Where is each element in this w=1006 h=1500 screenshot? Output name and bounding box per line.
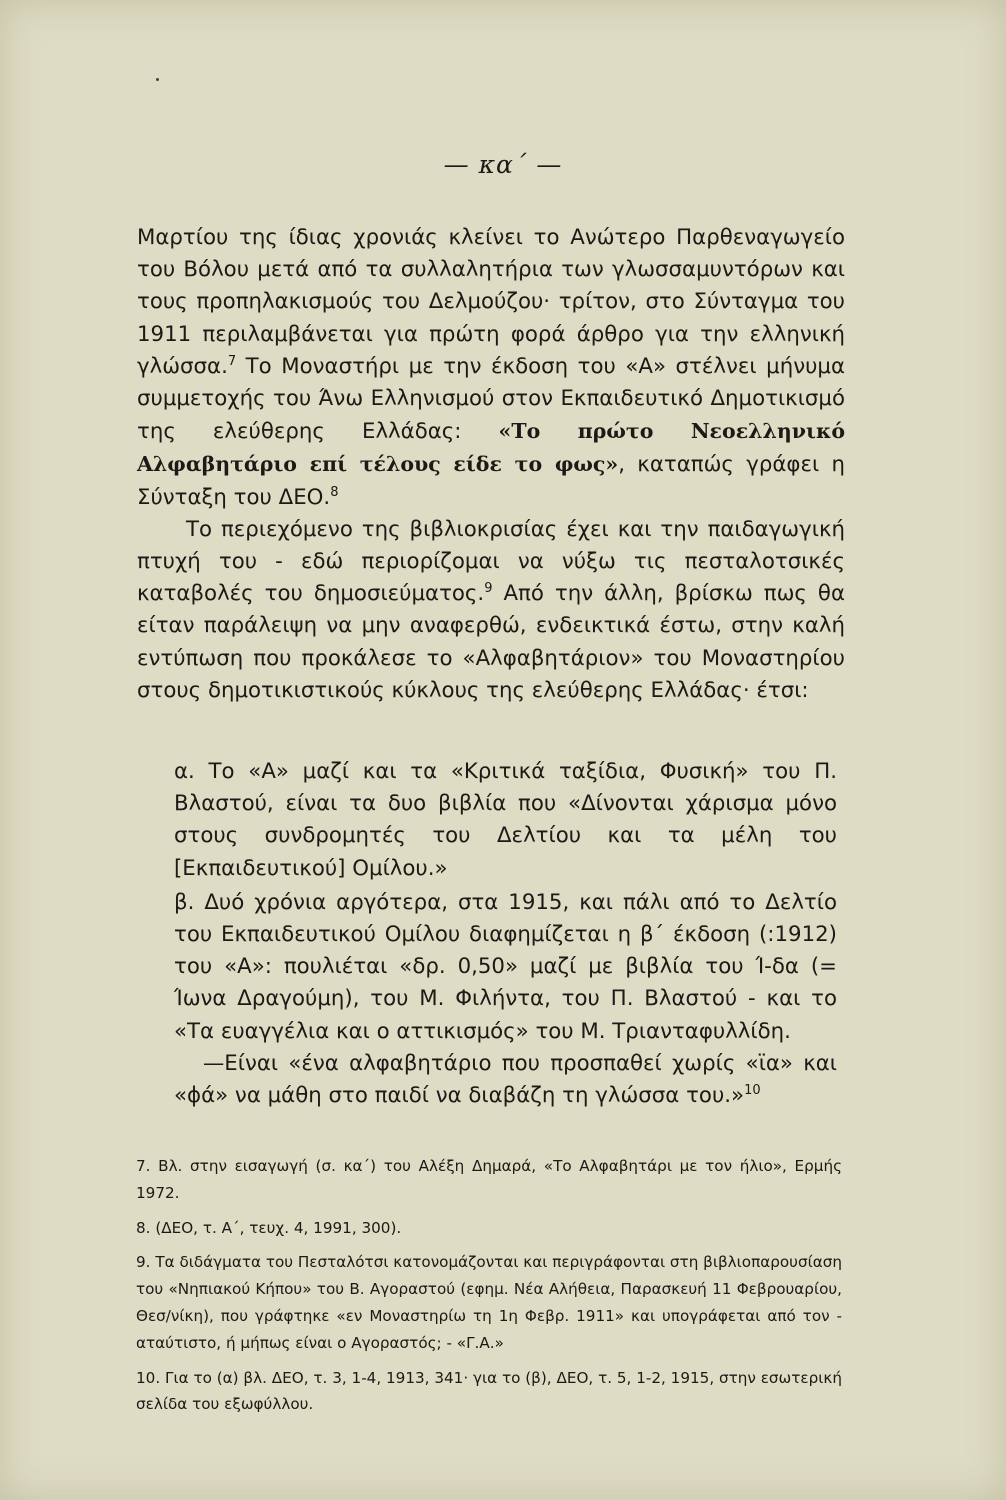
quote-paragraph	[174, 1048, 837, 1112]
footnotes	[136, 1153, 842, 1426]
footnote-ref-8: 8	[330, 484, 339, 500]
footnote-8: 8. (ΔΕΟ, τ. Α΄, τευχ. 4, 1991, 300).	[136, 1218, 402, 1237]
quote-text: —Είναι «ένα αλφαβητάριο που προσπαθεί χωρίς «ϊα» και «ϕά» να μάθη στο παιδί να διαβάζη τη γλώσσα του.»	[174, 1050, 837, 1109]
paragraph-2-text-b: Από την άλλη, βρίσκω πως θα είταν παράλειψη να μην αναφερθώ, ενδεικτικά έστω, στην καλή εντύπωση που προκάλεσε το «Αλφαβητάριον» του Μοναστηρίου στους δημοτικιστικούς κύκλους της ελεύθερης Ελλάδας· έτσι:	[137, 581, 845, 703]
indented-list	[174, 756, 837, 1112]
footnote-10: 10. Για το (α) βλ. ΔΕΟ, τ. 3, 1-4, 1913, 341· για το (β), ΔΕΟ, τ. 5, 1-2, 1915, στην εσωτερική σελίδα του εξωφύλλου.	[136, 1368, 842, 1414]
footnote-ref-10: 10	[744, 1083, 761, 1099]
footnote-9: 9. Τα διδάγματα του Πεσταλότσι κατονομάζονται και περιγράφονται στη βιβλιοπαρουσίαση του «Νηπιακού Κήπου» του Β. Αγοραστού (εφημ. Νέα Αλήθεια, Παρασκευή 11 Φεβρουαρίου, Θεσ/νίκη), που γράφτηκε «εν Μοναστηρίω τη 1η Φεβρ. 1911» και υπογράφεται από τον - αταύτιστο, ή μήπως είναι ο Αγοραστός; - «Γ.Α.»	[136, 1253, 842, 1352]
footnote-7: 7. Βλ. στην εισαγωγή (σ. κα΄) του Αλέξη Δημαρά, «Το Αλφαβητάρι με τον ήλιο», Ερμής 1972.	[136, 1157, 842, 1202]
paragraph-1-text-a: Μαρτίου της ίδιας χρονιάς κλείνει το Ανώτερο Παρθεναγωγείο του Βόλου μετά από τα συλλαλητήρια των γλωσσαμυντόρων και τους προπηλακισμούς του Δελμούζου· τρίτον, στο Σύνταγμα του 1911 περιλαμβάνεται για πρώτη φορά άρθρο για την ελληνική γλώσσα.	[137, 225, 845, 379]
page-header-number: — κα΄ —	[443, 150, 563, 179]
list-item-a: α. Το «Α» μαζί και τα «Κριτικά ταξίδια, Φυσική» του Π. Βλαστού, είναι τα δυο βιβλία που «Δίνονται χάρισμα μόνο στους συνδρομητές του Δελτίου και τα μέλη του [Εκπαιδευτικού] Ομίλου.»	[174, 759, 837, 881]
paragraph-1	[137, 222, 845, 514]
speck-mark	[156, 78, 159, 81]
footnote-ref-7: 7	[227, 353, 237, 369]
main-text	[137, 222, 845, 707]
paragraph-2	[137, 514, 845, 707]
paragraph-1-text-b: Το Μοναστήρι με την έκδοση του «Α» στέλνει μήνυμα συμμετοχής του Άνω Ελληνισμού στον Εκπαιδευτικό Δημοτικισμό της ελεύθερης Ελλάδας:	[137, 353, 845, 445]
footnote-ref-9: 9	[484, 581, 493, 597]
paragraph-1-text-c: , καταπώς γράφει η Σύνταξη του ΔΕΟ.	[137, 452, 846, 510]
list-item-b: β. Δυό χρόνια αργότερα, στα 1915, και πάλι από το Δελτίο του Εκπαιδευτικού Ομίλου διαφημίζεται η β΄ έκδοση (:1912) του «Α»: πουλιέται «δρ. 0,50» μαζί με βιβλία του Ί-δα (= Ίωνα Δραγούμη), του Μ. Φιλήντα, του Π. Βλαστού - και το «Τα ευαγγέλια και ο αττικισμός» του Μ. Τριανταφυλλίδη.	[174, 889, 837, 1044]
paragraph-2-text-a: Το περιεχόμενο της βιβλιοκρισίας έχει και την παιδαγωγική πτυχή του - εδώ περιορίζομαι να νύξω τις πεσταλοτσικές καταβολές του δημοσιεύματος.	[137, 516, 845, 607]
bold-quote: «Το πρώτο Νεοελληνικό Αλφαβητάριο επί τέλους είδε το φως»	[137, 419, 845, 477]
